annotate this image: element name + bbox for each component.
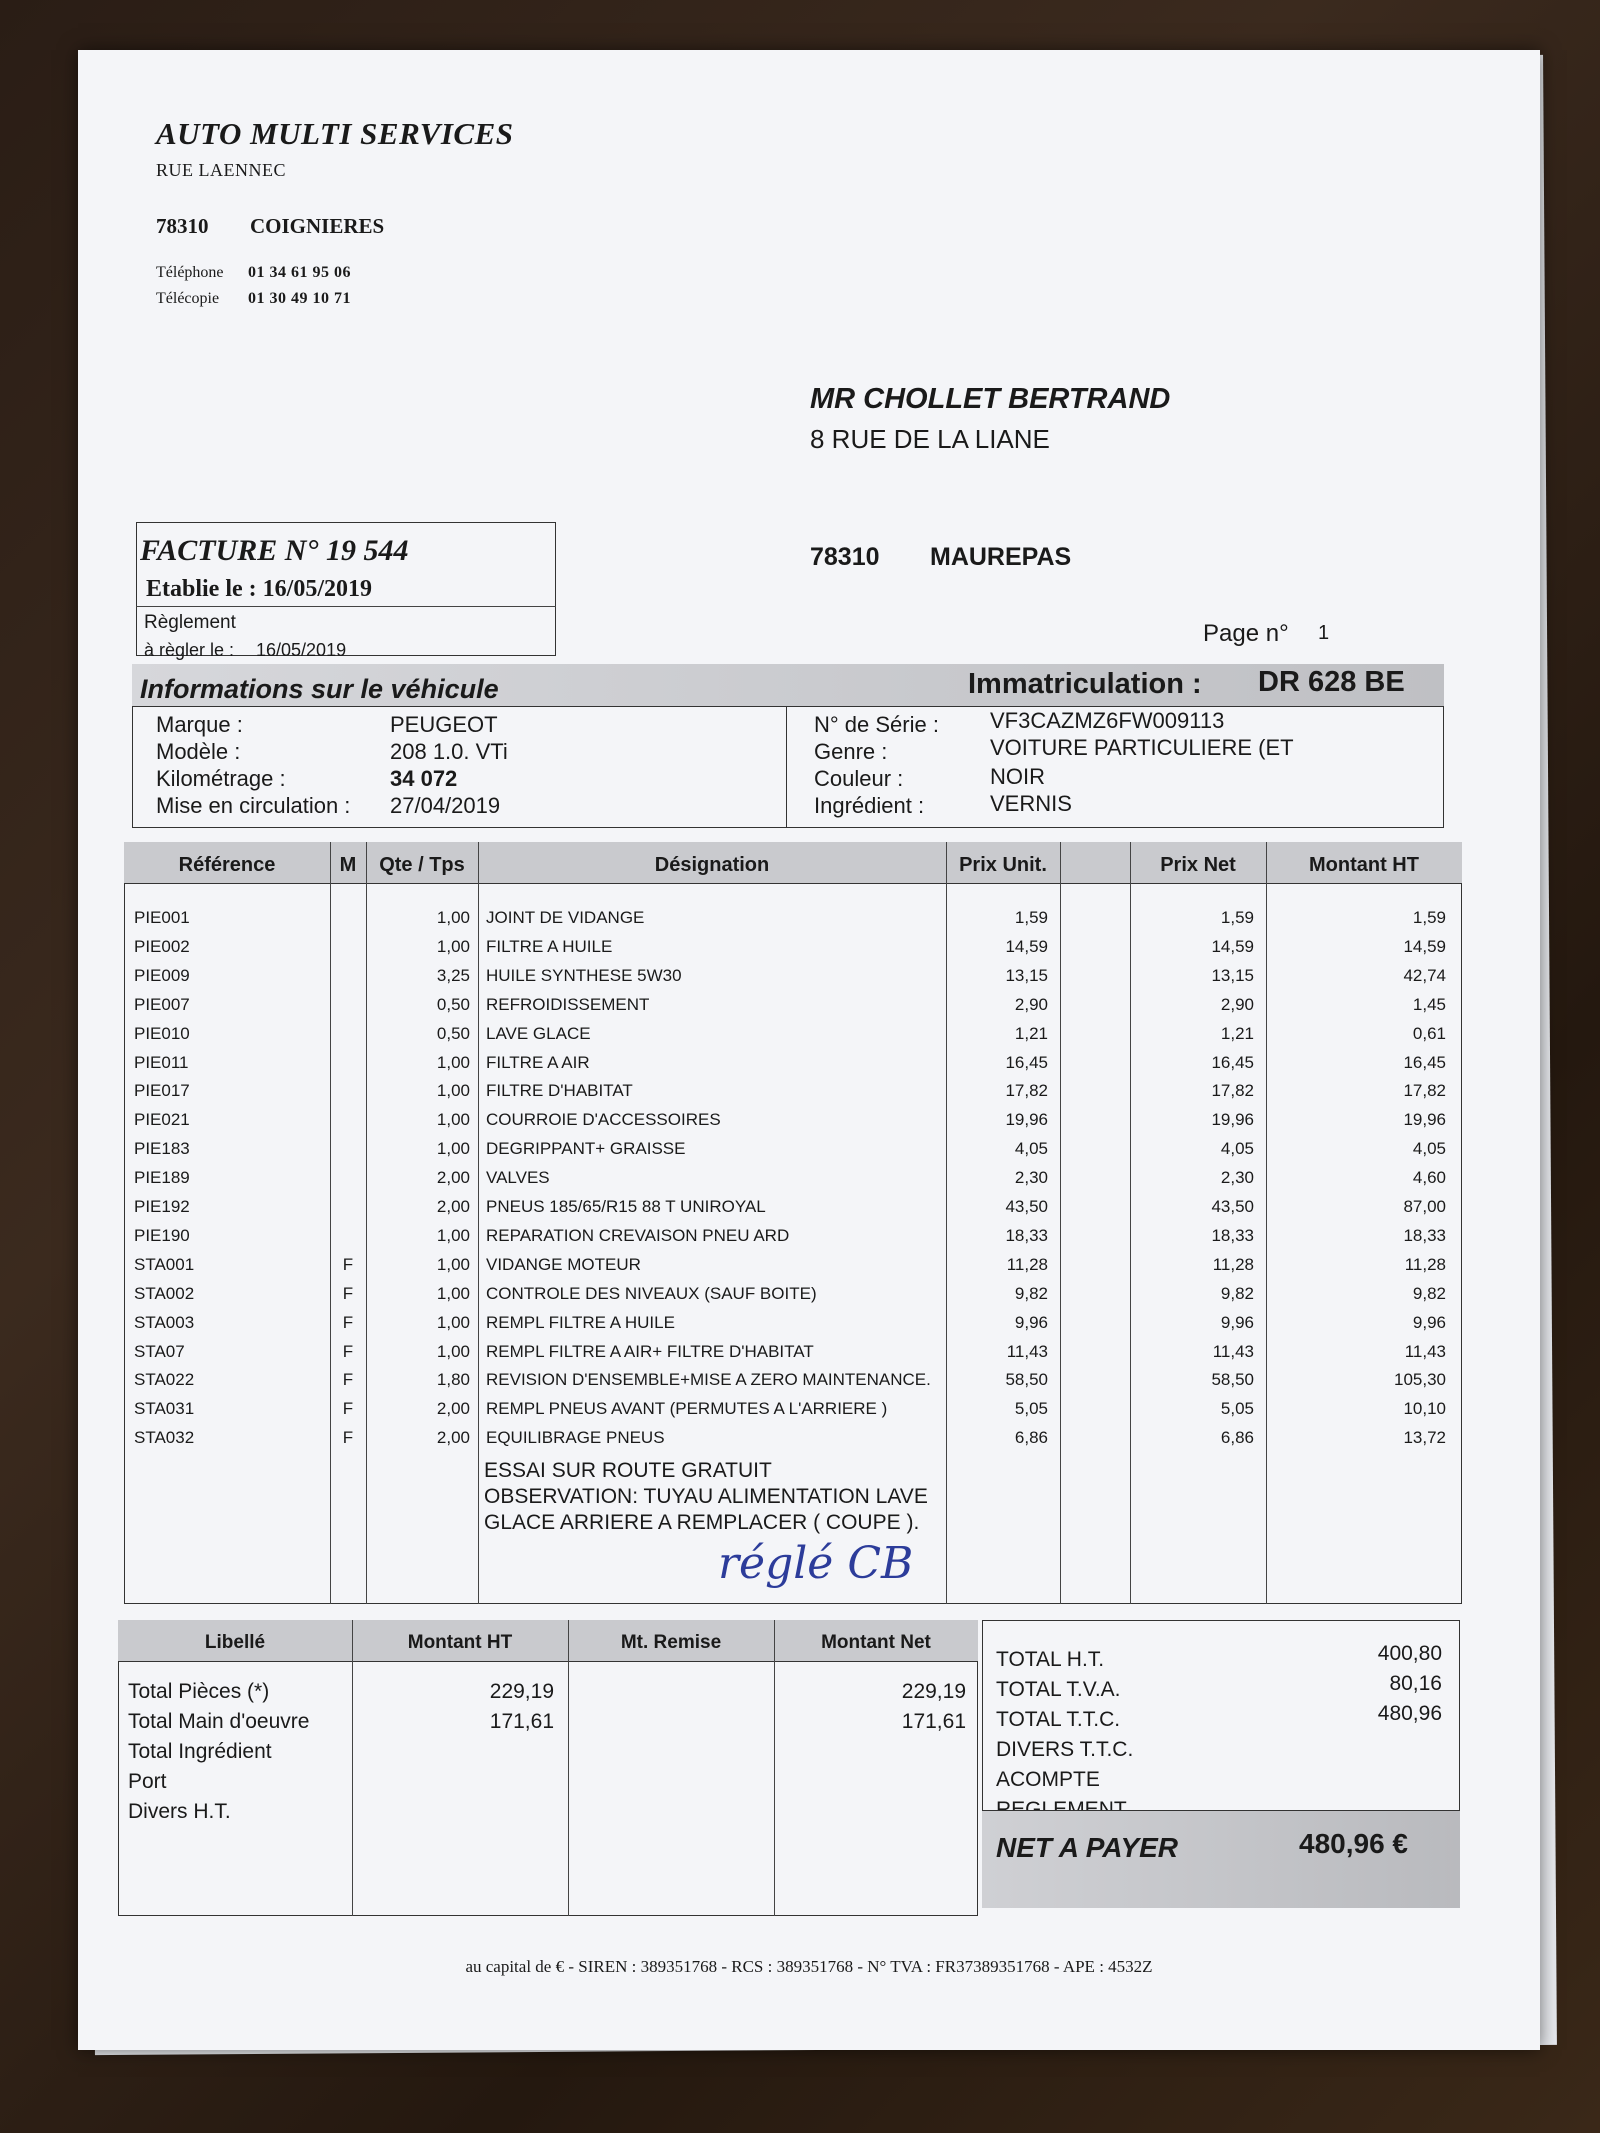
line-designation: DEGRIPPANT+ GRAISSE xyxy=(486,1139,686,1159)
line-qty: 2,00 xyxy=(436,1168,470,1188)
summary-table xyxy=(118,1620,978,1916)
summary-net: 171,61 xyxy=(901,1710,966,1733)
line-net-price: 58,50 xyxy=(1211,1370,1254,1390)
header-unit-price: Prix Unit. xyxy=(959,854,1047,876)
line-designation: LAVE GLACE xyxy=(486,1023,591,1043)
summary-label: Total Ingrédient xyxy=(128,1740,272,1763)
phone-value: 01 34 61 95 06 xyxy=(248,264,351,281)
line-qty: 1,00 xyxy=(436,1341,470,1361)
line-m: F xyxy=(342,1283,354,1303)
vehicle-right-value: NOIR xyxy=(990,764,1045,789)
vehicle-left-label: Marque : xyxy=(156,712,243,737)
line-amount: 87,00 xyxy=(1403,1197,1446,1216)
summary-divider xyxy=(568,1620,569,1916)
line-reference: PIE009 xyxy=(134,965,190,985)
company-name: AUTO MULTI SERVICES xyxy=(156,116,514,151)
line-designation: VIDANGE MOTEUR xyxy=(486,1254,641,1274)
line-reference: PIE010 xyxy=(134,1023,190,1043)
line-unit-price: 6,86 xyxy=(1014,1428,1048,1448)
line-reference: STA032 xyxy=(134,1428,195,1448)
line-designation: FILTRE A HUILE xyxy=(486,936,613,956)
line-amount: 16,45 xyxy=(1403,1052,1446,1072)
line-m: F xyxy=(342,1370,354,1390)
line-m: F xyxy=(342,1428,354,1448)
line-unit-price: 13,15 xyxy=(1005,965,1048,985)
invoice-sheet xyxy=(78,50,1540,2050)
summary-header-net: Montant Net xyxy=(821,1632,931,1653)
line-designation: REVISION D'ENSEMBLE+MISE A ZERO MAINTENANCE. xyxy=(486,1370,931,1390)
total-value: 480,96 xyxy=(1377,1702,1442,1725)
vehicle-section-title: Informations sur le véhicule xyxy=(140,674,499,704)
line-unit-price: 2,90 xyxy=(1014,994,1048,1014)
line-amount: 11,43 xyxy=(1404,1341,1446,1361)
vehicle-left-label: Kilométrage : xyxy=(156,766,286,791)
header-m: M xyxy=(339,854,357,876)
total-value: 400,80 xyxy=(1377,1642,1442,1665)
line-amount: 1,45 xyxy=(1412,994,1446,1014)
line-reference: STA031 xyxy=(134,1399,195,1419)
column-divider xyxy=(1060,842,1061,1604)
summary-header-label: Libellé xyxy=(204,1632,266,1653)
line-net-price: 2,30 xyxy=(1220,1168,1254,1188)
header-amount: Montant HT xyxy=(1309,854,1419,876)
summary-ht: 229,19 xyxy=(489,1680,554,1703)
total-label: TOTAL T.V.A. xyxy=(996,1678,1121,1701)
vehicle-left-value: 27/04/2019 xyxy=(390,793,501,818)
line-reference: PIE183 xyxy=(134,1139,190,1159)
line-unit-price: 4,05 xyxy=(1014,1139,1048,1159)
line-m: F xyxy=(342,1341,354,1361)
line-qty: 1,00 xyxy=(436,936,470,956)
net-to-pay-value: 480,96 € xyxy=(1299,1828,1408,1859)
line-reference: STA022 xyxy=(134,1370,195,1390)
line-unit-price: 9,82 xyxy=(1014,1283,1048,1303)
summary-label: Total Main d'oeuvre xyxy=(128,1710,310,1733)
line-qty: 1,00 xyxy=(436,1110,470,1130)
vehicle-left-value: PEUGEOT xyxy=(390,712,498,737)
line-net-price: 11,28 xyxy=(1212,1254,1254,1274)
company-zip: 78310 xyxy=(156,214,209,238)
vehicle-right-value: VERNIS xyxy=(990,791,1072,816)
line-net-price: 6,86 xyxy=(1220,1428,1254,1448)
line-designation: CONTROLE DES NIVEAUX (SAUF BOITE) xyxy=(486,1283,817,1303)
company-street: RUE LAENNEC xyxy=(156,160,286,180)
vehicle-left-label: Modèle : xyxy=(156,739,241,764)
line-qty: 1,00 xyxy=(436,1052,470,1072)
line-qty: 1,80 xyxy=(436,1370,470,1390)
client-zip: 78310 xyxy=(810,543,880,571)
line-qty: 1,00 xyxy=(436,1081,470,1101)
line-qty: 1,00 xyxy=(436,1139,470,1159)
line-qty: 1,00 xyxy=(436,1312,470,1332)
line-designation: REMPL FILTRE A HUILE xyxy=(486,1312,675,1332)
summary-net: 229,19 xyxy=(901,1680,966,1703)
line-reference: STA002 xyxy=(134,1283,195,1303)
line-reference: PIE001 xyxy=(134,908,190,927)
line-designation: FILTRE D'HABITAT xyxy=(486,1081,633,1101)
line-net-price: 9,96 xyxy=(1220,1312,1254,1332)
line-net-price: 1,21 xyxy=(1220,1023,1254,1043)
header-qty: Qte / Tps xyxy=(379,854,465,876)
line-qty: 0,50 xyxy=(436,994,470,1014)
line-net-price: 16,45 xyxy=(1211,1052,1254,1072)
line-m: F xyxy=(342,1254,354,1274)
line-qty: 1,00 xyxy=(436,1225,470,1245)
line-designation: VALVES xyxy=(486,1168,550,1188)
note-line: OBSERVATION: TUYAU ALIMENTATION LAVE xyxy=(484,1485,928,1508)
line-reference: PIE011 xyxy=(134,1052,189,1072)
line-unit-price: 19,96 xyxy=(1005,1110,1048,1130)
total-label: TOTAL H.T. xyxy=(996,1648,1105,1671)
line-net-price: 18,33 xyxy=(1211,1225,1254,1245)
handwritten-payment-note: réglé CB xyxy=(718,1538,914,1589)
line-designation: PNEUS 185/65/R15 88 T UNIROYAL xyxy=(486,1197,766,1216)
line-amount: 42,74 xyxy=(1403,965,1446,985)
total-value: 80,16 xyxy=(1389,1672,1442,1695)
line-unit-price: 1,59 xyxy=(1014,908,1048,927)
line-unit-price: 1,21 xyxy=(1014,1023,1048,1043)
invoice-date: Etablie le : 16/05/2019 xyxy=(146,576,372,602)
vehicle-right-label: Ingrédient : xyxy=(814,793,925,818)
line-designation: HUILE SYNTHESE 5W30 xyxy=(486,965,682,985)
summary-header-ht: Montant HT xyxy=(407,1632,513,1653)
vehicle-left-value: 34 072 xyxy=(390,766,458,791)
summary-label: Total Pièces (*) xyxy=(128,1680,270,1703)
summary-label: Port xyxy=(128,1770,167,1793)
invoice-due-label: à règler le : xyxy=(144,640,235,660)
line-qty: 2,00 xyxy=(436,1399,470,1419)
summary-header-discount: Mt. Remise xyxy=(620,1632,722,1653)
client-city: MAUREPAS xyxy=(930,543,1072,571)
footer-legal: au capital de € - SIREN : 389351768 - RCS : 389351768 - N° TVA : FR37389351768 - APE : 4532Z xyxy=(465,1957,1153,1976)
line-reference: PIE021 xyxy=(134,1110,190,1130)
line-amount: 4,60 xyxy=(1412,1168,1446,1188)
line-net-price: 11,43 xyxy=(1212,1341,1254,1361)
line-qty: 1,00 xyxy=(436,908,470,927)
line-designation: FILTRE A AIR xyxy=(486,1052,590,1072)
line-reference: PIE007 xyxy=(134,994,190,1014)
line-net-price: 2,90 xyxy=(1220,994,1254,1014)
line-net-price: 17,82 xyxy=(1211,1081,1254,1101)
line-net-price: 19,96 xyxy=(1211,1110,1254,1130)
note-line: ESSAI SUR ROUTE GRATUIT xyxy=(484,1459,772,1482)
line-net-price: 1,59 xyxy=(1220,908,1254,927)
line-net-price: 13,15 xyxy=(1211,965,1254,985)
invoice-divider xyxy=(136,606,556,607)
line-amount: 4,05 xyxy=(1412,1139,1446,1159)
line-qty: 0,50 xyxy=(436,1023,470,1043)
column-divider xyxy=(478,842,479,1604)
vehicle-left-value: 208 1.0. VTi xyxy=(390,739,508,764)
company-city: COIGNIERES xyxy=(250,214,385,238)
line-reference: STA003 xyxy=(134,1312,195,1332)
line-net-price: 9,82 xyxy=(1220,1283,1254,1303)
line-qty: 1,00 xyxy=(436,1254,470,1274)
line-amount: 10,10 xyxy=(1403,1399,1446,1419)
line-designation: EQUILIBRAGE PNEUS xyxy=(486,1428,665,1448)
note-line: GLACE ARRIERE A REMPLACER ( COUPE ). xyxy=(484,1511,920,1534)
summary-divider xyxy=(774,1620,775,1916)
line-qty: 2,00 xyxy=(436,1428,470,1448)
line-reference: PIE190 xyxy=(134,1225,190,1245)
header-reference: Référence xyxy=(178,854,276,876)
vehicle-right-value: VF3CAZMZ6FW009113 xyxy=(990,708,1225,733)
line-unit-price: 2,30 xyxy=(1014,1168,1048,1188)
immatriculation-label: Immatriculation : xyxy=(968,668,1202,700)
line-unit-price: 9,96 xyxy=(1014,1312,1048,1332)
line-reference: STA07 xyxy=(134,1341,185,1361)
line-amount: 19,96 xyxy=(1403,1110,1446,1130)
fax-value: 01 30 49 10 71 xyxy=(248,290,351,307)
line-unit-price: 43,50 xyxy=(1005,1197,1048,1216)
total-label: DIVERS T.T.C. xyxy=(996,1738,1134,1761)
line-net-price: 4,05 xyxy=(1220,1139,1254,1159)
column-divider xyxy=(330,842,331,1604)
line-designation: REPARATION CREVAISON PNEU ARD xyxy=(486,1225,790,1245)
line-amount: 13,72 xyxy=(1403,1428,1446,1448)
vehicle-right-value: VOITURE PARTICULIERE (ET xyxy=(990,735,1294,760)
line-designation: REMPL FILTRE A AIR+ FILTRE D'HABITAT xyxy=(486,1341,814,1361)
vehicle-left-label: Mise en circulation : xyxy=(156,793,351,818)
page-number: 1 xyxy=(1318,622,1330,644)
line-amount: 9,96 xyxy=(1412,1312,1446,1332)
total-label: TOTAL T.T.C. xyxy=(996,1708,1121,1731)
invoice-reglement-label: Règlement xyxy=(144,612,236,633)
line-designation: COURROIE D'ACCESSOIRES xyxy=(486,1110,721,1130)
line-designation: REMPL PNEUS AVANT (PERMUTES A L'ARRIERE ) xyxy=(486,1399,888,1419)
line-amount: 17,82 xyxy=(1403,1081,1446,1101)
line-amount: 1,59 xyxy=(1412,908,1446,927)
line-unit-price: 11,28 xyxy=(1006,1254,1048,1274)
vehicle-right-label: N° de Série : xyxy=(814,712,939,737)
line-amount: 18,33 xyxy=(1403,1225,1446,1245)
line-net-price: 14,59 xyxy=(1211,936,1254,956)
vehicle-right-label: Genre : xyxy=(814,739,888,764)
vehicle-right-label: Couleur : xyxy=(814,766,904,791)
summary-label: Divers H.T. xyxy=(128,1800,231,1823)
line-amount: 105,30 xyxy=(1394,1370,1446,1390)
fax-label: Télécopie xyxy=(156,290,220,307)
total-label: ACOMPTE xyxy=(996,1768,1100,1791)
vehicle-divider xyxy=(786,707,787,828)
summary-divider xyxy=(352,1620,353,1916)
line-m: F xyxy=(342,1312,354,1332)
line-amount: 0,61 xyxy=(1412,1023,1446,1043)
summary-ht: 171,61 xyxy=(489,1710,554,1733)
invoice-due-date: 16/05/2019 xyxy=(256,640,347,660)
header-net-price: Prix Net xyxy=(1160,854,1236,876)
immatriculation-value: DR 628 BE xyxy=(1258,666,1405,698)
line-net-price: 5,05 xyxy=(1220,1399,1254,1419)
net-to-pay-label: NET A PAYER xyxy=(996,1832,1179,1863)
line-reference: PIE017 xyxy=(134,1081,190,1101)
line-m: F xyxy=(342,1399,354,1419)
line-unit-price: 17,82 xyxy=(1005,1081,1048,1101)
line-unit-price: 58,50 xyxy=(1005,1370,1048,1390)
line-designation: JOINT DE VIDANGE xyxy=(486,908,645,927)
line-unit-price: 16,45 xyxy=(1005,1052,1048,1072)
line-unit-price: 18,33 xyxy=(1005,1225,1048,1245)
line-amount: 11,28 xyxy=(1404,1254,1446,1274)
line-reference: PIE192 xyxy=(134,1197,190,1216)
invoice-title: FACTURE N° 19 544 xyxy=(140,534,409,567)
client-street: 8 RUE DE LA LIANE xyxy=(810,424,1050,454)
phone-label: Téléphone xyxy=(156,264,224,281)
page-label: Page n° xyxy=(1203,620,1289,647)
line-reference: STA001 xyxy=(134,1254,195,1274)
line-reference: PIE002 xyxy=(134,936,190,956)
header-designation: Désignation xyxy=(654,854,770,876)
line-amount: 14,59 xyxy=(1403,936,1446,956)
line-unit-price: 5,05 xyxy=(1014,1399,1048,1419)
line-unit-price: 11,43 xyxy=(1006,1341,1048,1361)
line-designation: REFROIDISSEMENT xyxy=(486,994,650,1014)
line-amount: 9,82 xyxy=(1412,1283,1446,1303)
line-reference: PIE189 xyxy=(134,1168,190,1188)
client-name: MR CHOLLET BERTRAND xyxy=(810,383,1171,415)
line-qty: 3,25 xyxy=(436,965,470,985)
line-unit-price: 14,59 xyxy=(1005,936,1048,956)
line-net-price: 43,50 xyxy=(1211,1197,1254,1216)
line-qty: 2,00 xyxy=(436,1197,470,1216)
line-qty: 1,00 xyxy=(436,1283,470,1303)
